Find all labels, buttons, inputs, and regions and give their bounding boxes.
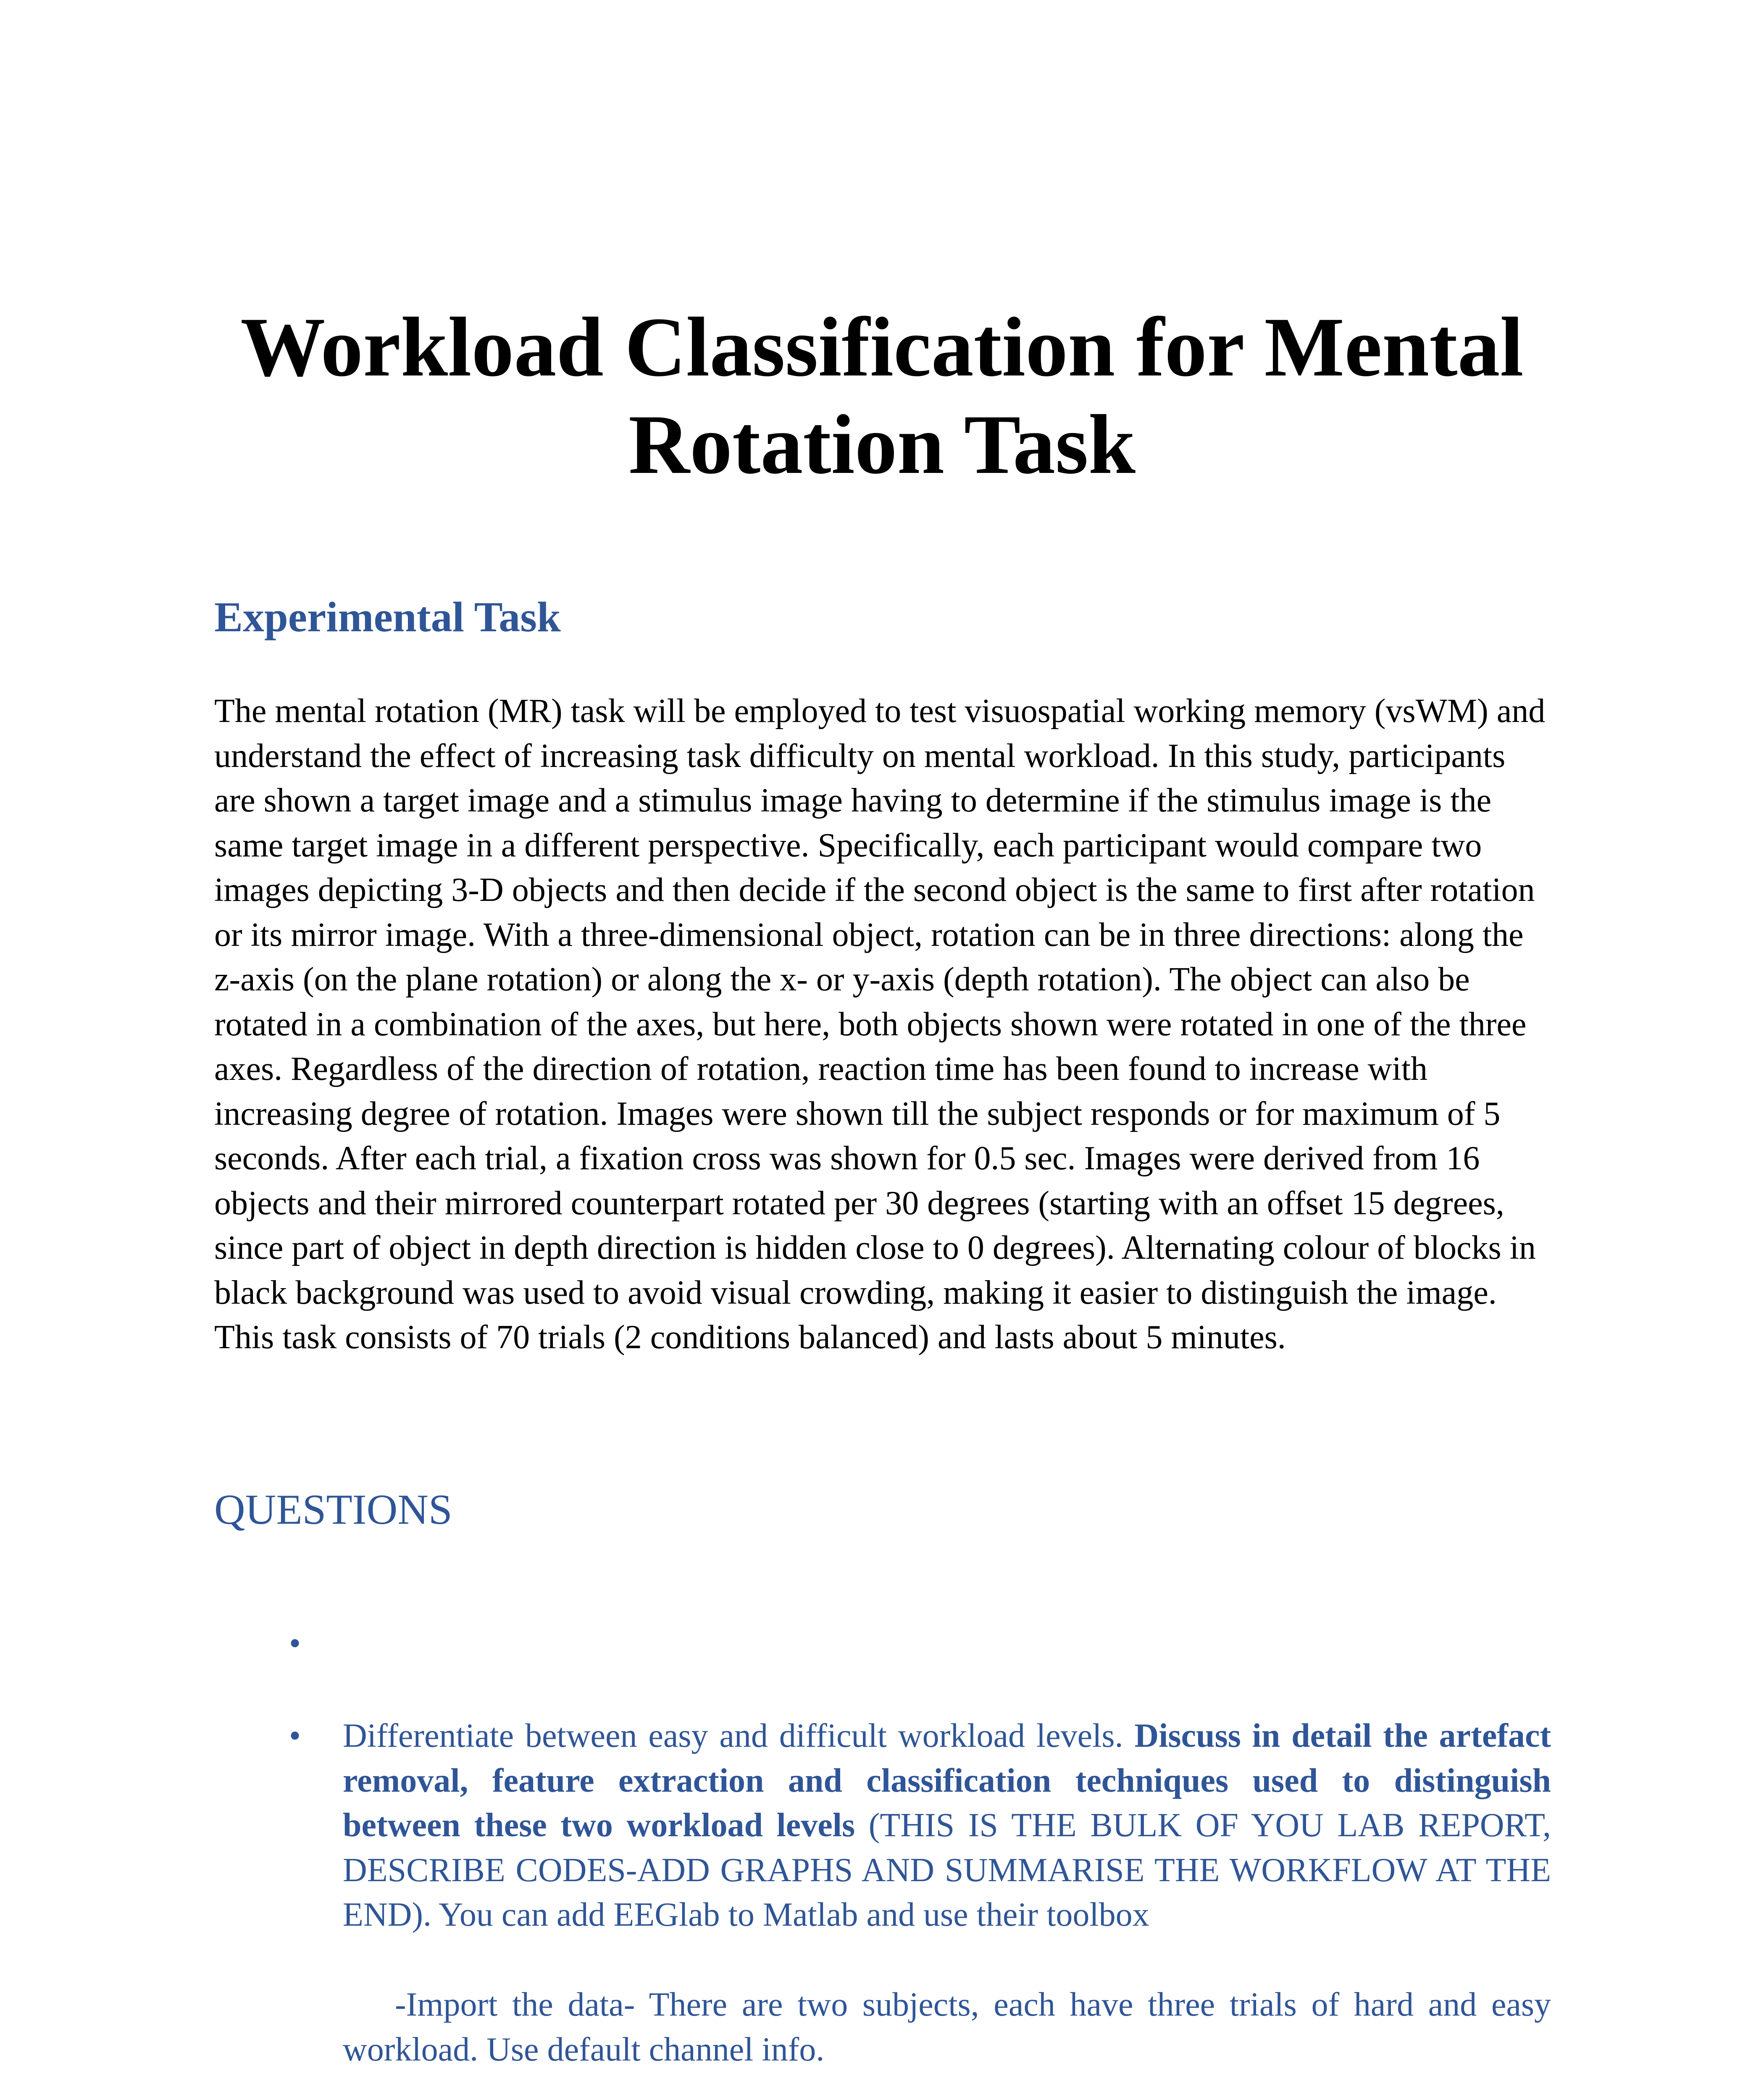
experimental-task-heading: Experimental Task [214, 593, 561, 641]
question-bullet-marker: • [289, 1717, 301, 1754]
document-title [0, 298, 1764, 493]
import-data-step: -Import the data- There are two subjects, each have three trials of hard and easy workload. Use default channel info. [343, 1986, 1551, 2068]
questions-heading: QUESTIONS [214, 1486, 452, 1533]
question-text-instructions: (THIS IS THE BULK OF YOU LAB REPORT, DESCRIBE CODES-ADD GRAPHS AND SUMMARISE THE WORKFLOW AT THE END). You can add EEGlab to Matlab and use their toolbox [343, 1807, 1551, 1933]
title-line-1: Workload Classification for Mental [240, 300, 1524, 394]
title-line-2: Rotation Task [628, 397, 1136, 491]
question-text-bold: Discuss in detail the artefact removal, feature extraction and classification techniques used to distinguish between these two workload levels [343, 1717, 1551, 1844]
question-text-intro: Differentiate between easy and difficult workload levels. [343, 1717, 1135, 1754]
empty-bullet-marker: • [289, 1625, 301, 1662]
experimental-task-body: The mental rotation (MR) task will be employed to test visuospatial working memory (vsWM) and understand the effect of increasing task difficulty on mental workload. In this study, participants are shown a target image and a stimulus image having to determine if the stimulus image is the same target image in a different perspective. Specifically, each participant would compare two images depicting 3-D objects and then decide if the second object is the same to first after rotation or its mirror image. With a three-dimensional object, rotation can be in three directions: along the z-axis (on the plane rotation) or along the x- or y-axis (depth rotation). The object can also be rotated in a combination of the axes, but here, both objects shown were rotated in one of the three axes. Regardless of the direction of rotation, reaction time has been found to increase with increasing degree of rotation. Images were shown till the subject responds or for maximum of 5 seconds. After each trial, a fixation cross was shown for 0.5 sec. Images were derived from 16 objects and their mirrored counterpart rotated per 30 degrees (starting with an offset 15 degrees, since part of object in depth direction is hidden close to 0 degrees). Alternating colour of blocks in black background was used to avoid visual crowding, making it easier to distinguish the image. This task consists of 70 trials (2 conditions balanced) and lasts about 5 minutes. [214, 693, 1546, 1356]
question-workload-levels [343, 1714, 1551, 1937]
